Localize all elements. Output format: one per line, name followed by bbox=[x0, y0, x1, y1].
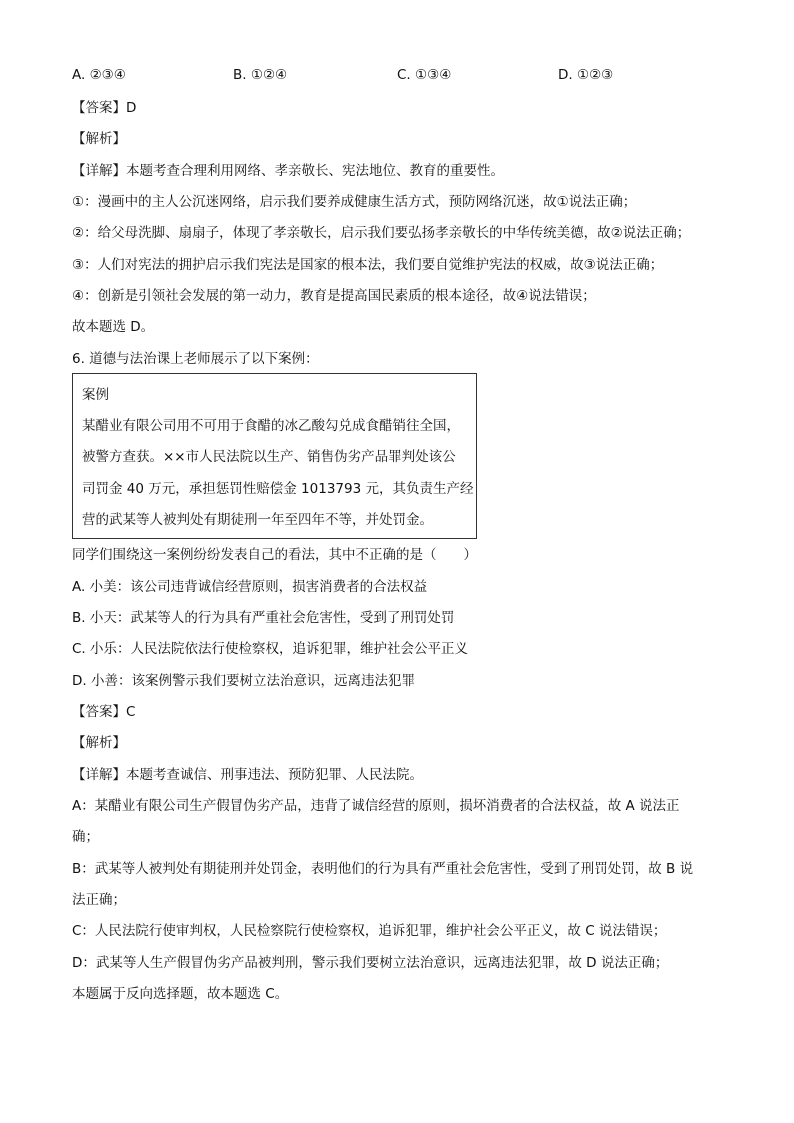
q6-detail-line: B：武某等人被判处有期徒刑并处罚金，表明他们的行为具有严重社会危害性，受到了刑罚处罚，故 B 说 bbox=[72, 861, 694, 877]
case-line: 某醋业有限公司用不可用于食醋的冰乙酸勾兑成食醋销往全国， bbox=[82, 418, 460, 434]
q6-option-b: B. 小天：武某等人的行为具有严重社会危害性，受到了刑罚处罚 bbox=[72, 610, 455, 626]
q5-detail-line: ②：给父母洗脚、扇扇子，体现了孝亲敬长，启示我们要弘扬孝亲敬长的中华传统美德，故②说法正确； bbox=[72, 225, 691, 241]
q6-detail-line: 【详解】本题考查诚信、刑事违法、预防犯罪、人民法院。 bbox=[72, 767, 423, 783]
q6-detail-line: 确； bbox=[72, 829, 99, 845]
q6-option-a: A. 小美：该公司违背诚信经营原则，损害消费者的合法权益 bbox=[72, 579, 428, 595]
q5-detail-line: ③：人们对宪法的拥护启示我们宪法是国家的根本法，我们要自觉维护宪法的权威，故③说法正确； bbox=[72, 257, 664, 273]
case-box bbox=[72, 373, 477, 539]
q5-detail-line: ①：漫画中的主人公沉迷网络，启示我们要养成健康生活方式，预防网络沉迷，故①说法正确； bbox=[72, 194, 637, 210]
q6-stem: 6. 道德与法治课上老师展示了以下案例： bbox=[72, 351, 319, 367]
q5-option-a: A. ②③④ bbox=[72, 67, 126, 83]
q6-analysis-label: 【解析】 bbox=[72, 735, 126, 751]
case-line: 司罚金 40 万元，承担惩罚性赔偿金 1013793 元，其负责生产经 bbox=[82, 481, 474, 497]
q6-option-d: D. 小善：该案例警示我们要树立法治意识，远离违法犯罪 bbox=[72, 673, 415, 689]
q5-option-d: D. ①②③ bbox=[558, 67, 614, 83]
q5-detail-line: 【详解】本题考查合理利用网络、孝亲敬长、宪法地位、教育的重要性。 bbox=[72, 163, 504, 179]
case-line: 营的武某等人被判处有期徒刑一年至四年不等，并处罚金。 bbox=[82, 512, 433, 528]
case-line: 被警方查获。××市人民法院以生产、销售伪劣产品罪判处该公 bbox=[82, 449, 456, 465]
q5-analysis-label: 【解析】 bbox=[72, 131, 126, 147]
q6-detail-line: D：武某等人生产假冒伪劣产品被判刑，警示我们要树立法治意识，远离违法犯罪，故 D 说法正确； bbox=[72, 955, 669, 971]
q6-detail-line: 本题属于反向选择题，故本题选 C。 bbox=[72, 986, 289, 1002]
q6-answer: 【答案】C bbox=[72, 704, 136, 720]
q6-detail-line: C：人民法院行使审判权，人民检察院行使检察权，追诉犯罪，维护社会公平正义，故 C 说法错误； bbox=[72, 923, 667, 939]
q6-detail-line: 法正确； bbox=[72, 892, 126, 908]
q5-answer: 【答案】D bbox=[72, 100, 137, 116]
q5-option-c: C. ①③④ bbox=[397, 67, 452, 83]
case-title: 案例 bbox=[82, 387, 109, 403]
q5-detail-line: ④：创新是引领社会发展的第一动力，教育是提高国民素质的根本途径，故④说法错误； bbox=[72, 288, 596, 304]
q6-detail-line: A：某醋业有限公司生产假冒伪劣产品，违背了诚信经营的原则，损坏消费者的合法权益，故 A 说法正 bbox=[72, 798, 680, 814]
q5-option-b: B. ①②④ bbox=[233, 67, 288, 83]
q6-option-c: C. 小乐：人民法院依法行使检察权，追诉犯罪，维护社会公平正义 bbox=[72, 641, 469, 657]
q5-detail-line: 故本题选 D。 bbox=[72, 319, 155, 335]
q6-question: 同学们围绕这一案例纷纷发表自己的看法，其中不正确的是（ ） bbox=[72, 547, 477, 563]
